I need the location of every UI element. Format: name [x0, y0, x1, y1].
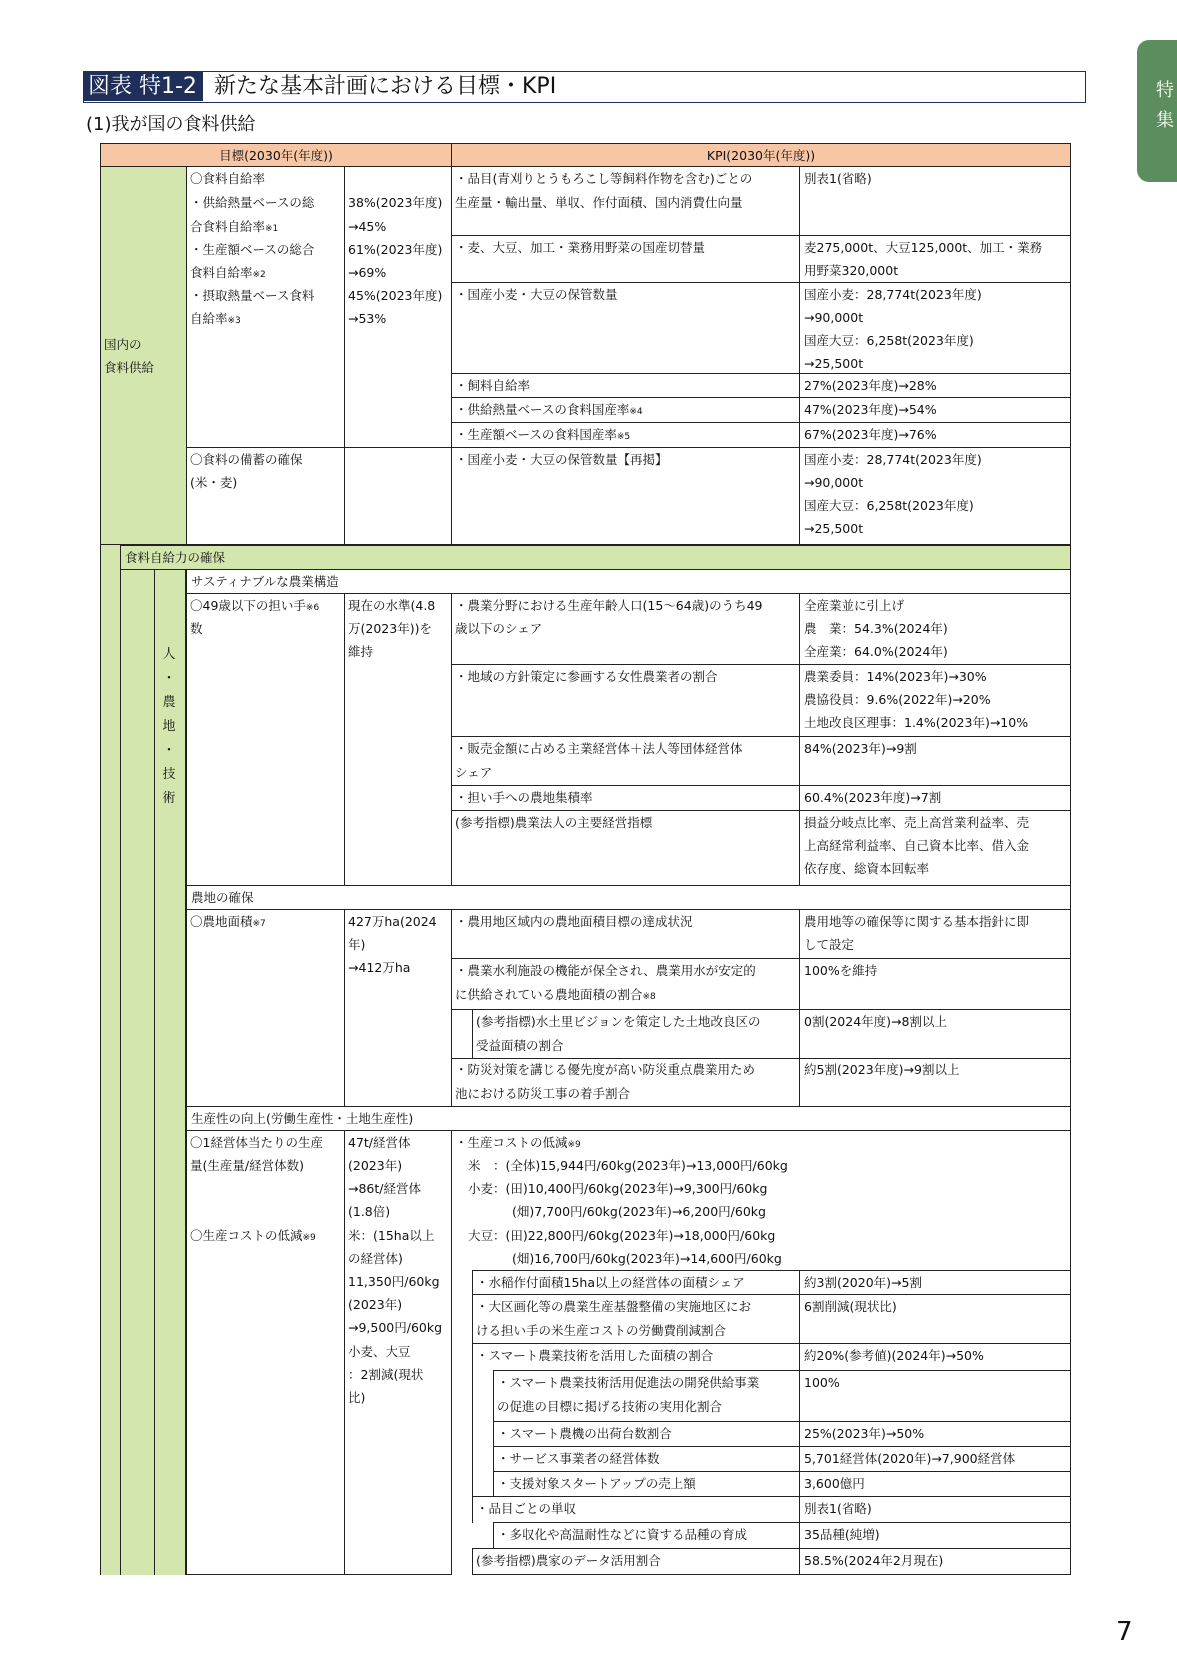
value-e-10: 小麦、大豆	[348, 1344, 411, 1359]
vertical-label-2: ・	[162, 671, 176, 686]
kpi-c1b: 歳以下のシェア	[455, 621, 543, 636]
kpi-value-c5a: 損益分岐点比率、売上高営業利益率、売	[804, 815, 1030, 830]
goal-d-1: 〇農地面積※7	[190, 914, 266, 929]
goal-e-3: 〇生産コストの低減※9	[190, 1228, 316, 1243]
value-e-3: →86t/経営体	[348, 1181, 421, 1196]
value-a-2: →45%	[348, 219, 387, 234]
kpi-e4b: の促進の目標に掲げる技術の実用化割合	[497, 1399, 723, 1414]
goal-a-2: ・供給熱量ベースの総	[190, 195, 315, 210]
vertical-label-3: 農	[162, 695, 176, 710]
kpi-value-c1c: 全産業：64.0%(2024年)	[804, 644, 948, 659]
value-e-2: (2023年)	[348, 1158, 403, 1173]
goal-a-1: 〇食料自給率	[190, 171, 266, 186]
kpi-value-e9: 35品種(純増)	[804, 1527, 880, 1542]
value-e-9: →9,500円/60kg	[348, 1320, 443, 1335]
kpi-value-e1: 約3割(2020年)→5割	[804, 1275, 922, 1290]
vertical-label-4: 地	[162, 719, 176, 734]
side-tab-char-2: 集	[1156, 110, 1174, 131]
kpi-5: ・供給熱量ベースの食料国産率※4	[455, 402, 643, 417]
kpi-value-3b: →90,000t	[804, 310, 864, 325]
kpi-value-c1a: 全産業並に引上げ	[804, 598, 905, 613]
domestic-label-1: 国内の	[104, 337, 142, 352]
kpi-value-c2a: 農業委員：14%(2023年)→30%	[804, 669, 987, 684]
kpi-e0d: 大豆：(田)22,800円/60kg(2023年)→18,000円/60kg	[468, 1228, 776, 1243]
value-d-3: →412万ha	[348, 960, 411, 975]
subsection-productivity: 生産性の向上(労働生産性・土地生産性)	[186, 1106, 1071, 1131]
kpi-value-d1b: して設定	[804, 937, 855, 952]
kpi-c5: (参考指標)農業法人の主要経営指標	[455, 815, 653, 830]
kpi-value-3c: 国産大豆：6,258t(2023年度)	[804, 333, 974, 348]
goal-c-2: 数	[190, 621, 203, 636]
value-a-6: →53%	[348, 311, 387, 326]
kpi-value-c4: 60.4%(2023年度)→7割	[804, 790, 942, 805]
vertical-label-7: 術	[162, 791, 176, 806]
goal-b-1: 〇食料の備蓄の確保	[190, 452, 303, 467]
goal-e-2: 量(生産量/経営体数)	[190, 1158, 304, 1173]
kpi-value-c5c: 依存度、総資本回転率	[804, 861, 930, 876]
value-e-6: の経営体)	[348, 1251, 403, 1266]
vertical-label-6: 技	[162, 767, 176, 782]
kpi-value-7b: →90,000t	[804, 475, 864, 490]
kpi-d3b: 受益面積の割合	[476, 1038, 564, 1053]
kpi-d3a: (参考指標)水土里ビジョンを策定した土地改良区の	[476, 1014, 761, 1029]
value-a-4: →69%	[348, 265, 387, 280]
kpi-e3: ・スマート農業技術を活用した面積の割合	[476, 1348, 714, 1363]
kpi-value-4: 27%(2023年度)→28%	[804, 378, 937, 393]
goal-b-2: (米・麦)	[190, 475, 238, 490]
kpi-e2b: ける担い手の米生産コストの労働費削減割合	[476, 1323, 727, 1338]
kpi-e1: ・水稲作付面積15ha以上の経営体の面積シェア	[476, 1275, 745, 1290]
value-c-2: 万(2023年))を	[348, 621, 432, 636]
kpi-d2a: ・農業水利施設の機能が保全され、農業用水が安定的	[455, 963, 756, 978]
kpi-c1a: ・農業分野における生産年齢人口(15～64歳)のうち49	[455, 598, 763, 613]
page-number: 7	[1116, 1617, 1133, 1647]
inner-border	[120, 545, 121, 1575]
kpi-value-5: 47%(2023年度)→54%	[804, 402, 937, 417]
self-sufficiency-header: 食料自給力の確保	[120, 545, 1071, 570]
kpi-value-3a: 国産小麦：28,774t(2023年度)	[804, 287, 982, 302]
kpi-value-e2: 6割削減(現状比)	[804, 1299, 897, 1314]
goal-e-1: 〇1経営体当たりの生産	[190, 1135, 323, 1150]
value-e-5: 米：(15ha以上	[348, 1228, 435, 1243]
goal-a-4: ・生産額ベースの総合	[190, 242, 315, 257]
value-c-3: 維持	[348, 644, 374, 659]
outer-green-strip	[100, 545, 121, 1575]
kpi-value-e3: 約20%(参考値)(2024年)→50%	[804, 1348, 984, 1363]
value-c-1: 現在の水準(4.8	[348, 598, 436, 613]
kpi-c3a: ・販売金額に占める主業経営体＋法人等団体経営体	[455, 741, 743, 756]
kpi-d4a: ・防災対策を講じる優先度が高い防災重点農業用ため	[455, 1062, 756, 1077]
value-d-1: 427万ha(2024	[348, 914, 437, 929]
value-e-1: 47t/経営体	[348, 1135, 411, 1150]
col-header-goal: 目標(2030年(年度))	[100, 143, 452, 167]
kpi-value-c2c: 土地改良区理事：1.4%(2023年)→10%	[804, 715, 1029, 730]
kpi-d1: ・農用地区域内の農地面積目標の達成状況	[455, 914, 693, 929]
kpi-value-d3: 0割(2024年度)→8割以上	[804, 1014, 947, 1029]
goal-a-6: ・摂取熱量ベース食料	[190, 288, 315, 303]
kpi-value-c1b: 農 業：54.3%(2024年)	[804, 621, 948, 636]
subsection-sustainable: サスティナブルな農業構造	[186, 569, 1071, 594]
left-border	[100, 166, 101, 1575]
kpi-e5: ・スマート農機の出荷台数割合	[497, 1426, 672, 1441]
value-a-3: 61%(2023年度)	[348, 242, 443, 257]
kpi-value-d2: 100%を維持	[804, 963, 878, 978]
kpi-6: ・生産額ベースの食料国産率※5	[455, 427, 631, 442]
value-cell-b	[344, 447, 452, 545]
goal-c-1: 〇49歳以下の担い手※6	[190, 598, 320, 613]
value-e-12: 比)	[348, 1390, 366, 1405]
kpi-e0e: (畑)16,700円/60kg(2023年)→14,600円/60kg	[512, 1251, 782, 1266]
kpi-c3b: シェア	[455, 765, 493, 780]
kpi-e6: ・サービス事業者の経営体数	[497, 1451, 660, 1466]
kpi-c2: ・地域の方針策定に参画する女性農業者の割合	[455, 669, 718, 684]
kpi-e4a: ・スマート農業技術活用促進法の開発供給事業	[497, 1375, 760, 1390]
goal-cell-c	[186, 593, 345, 886]
kpi-2: ・麦、大豆、加工・業務用野菜の国産切替量	[455, 240, 706, 255]
goal-a-5: 食料自給率※2	[190, 265, 266, 280]
kpi-value-d4: 約5割(2023年度)→9割以上	[804, 1062, 960, 1077]
section-subtitle: (1)我が国の食料供給	[86, 114, 256, 135]
vertical-label-5: ・	[162, 743, 176, 758]
kpi-e7: ・支援対象スタートアップの売上額	[497, 1476, 696, 1491]
kpi-d2b: に供給されている農地面積の割合※8	[455, 987, 656, 1002]
kpi-value-1: 別表1(省略)	[804, 171, 872, 186]
domestic-label-2: 食料供給	[104, 360, 155, 375]
kpi-value-c3: 84%(2023年)→9割	[804, 741, 917, 756]
cost-block-left-border	[451, 1271, 452, 1575]
kpi-value-e7: 3,600億円	[804, 1476, 865, 1491]
value-a-1: 38%(2023年度)	[348, 195, 443, 210]
goal-cell-e	[186, 1130, 345, 1575]
kpi-value-e5: 25%(2023年)→50%	[804, 1426, 925, 1441]
inner-green-strip	[121, 570, 154, 1575]
goal-a-7: 自給率※3	[190, 311, 241, 326]
kpi-value-6: 67%(2023年度)→76%	[804, 427, 937, 442]
kpi-e0: ・生産コストの低減※9	[455, 1135, 581, 1150]
kpi-4: ・飼料自給率	[455, 378, 531, 393]
kpi-value-c5b: 上高経常利益率、自己資本比率、借入金	[804, 838, 1030, 853]
goal-a-3: 合食料自給率※1	[190, 219, 279, 234]
kpi-value-c2b: 農協役員：9.6%(2022年)→20%	[804, 692, 991, 707]
goal-cell-d	[186, 909, 345, 1107]
kpi-e9: ・多収化や高温耐性などに資する品種の育成	[497, 1527, 748, 1542]
kpi-value-e8: 別表1(省略)	[804, 1501, 872, 1516]
smart-block-left-border	[472, 1370, 473, 1500]
subsection-farmland: 農地の確保	[186, 885, 1071, 910]
kpi-value-7c: 国産大豆：6,258t(2023年度)	[804, 498, 974, 513]
side-tab-char-1: 特	[1156, 80, 1174, 101]
kpi-e8: ・品目ごとの単収	[476, 1501, 577, 1516]
value-d-2: 年)	[348, 937, 366, 952]
kpi-e0b: 小麦：(田)10,400円/60kg(2023年)→9,300円/60kg	[468, 1181, 768, 1196]
figure-tag: 図表 特1-2	[84, 72, 203, 101]
kpi-c4: ・担い手への農地集積率	[455, 790, 593, 805]
kpi-value-e4: 100%	[804, 1375, 840, 1390]
kpi-value-e6: 5,701経営体(2020年)→7,900経営体	[804, 1451, 1016, 1466]
kpi-e2a: ・大区画化等の農業生産基盤整備の実施地区にお	[476, 1299, 752, 1314]
kpi-1b: 生産量・輸出量、単収、作付面積、国内消費仕向量	[455, 195, 743, 210]
value-e-7: 11,350円/60kg	[348, 1274, 440, 1289]
kpi-e10: (参考指標)農家のデータ活用割合	[476, 1553, 661, 1568]
kpi-value-7d: →25,500t	[804, 521, 864, 536]
value-e-4: (1.8倍)	[348, 1204, 391, 1219]
page-title: 新たな基本計画における目標・KPI	[214, 74, 557, 99]
kpi-value-2a: 麦275,000t、大豆125,000t、加工・業務	[804, 240, 1043, 255]
col-header-kpi: KPI(2030年(年度))	[451, 143, 1071, 167]
kpi-d4b: 池における防災工事の着手割合	[455, 1086, 631, 1101]
kpi-value-2b: 用野菜320,000t	[804, 263, 899, 278]
kpi-7: ・国産小麦・大豆の保管数量【再掲】	[455, 452, 668, 467]
kpi-e0c: (畑)7,700円/60kg(2023年)→6,200円/60kg	[512, 1204, 766, 1219]
kpi-value-3d: →25,500t	[804, 356, 864, 371]
kpi-value-e10: 58.5%(2024年2月現在)	[804, 1553, 944, 1568]
value-e-11: ：2割減(現状	[348, 1367, 424, 1382]
kpi-e0a: 米 ：(全体)15,944円/60kg(2023年)→13,000円/60kg	[468, 1158, 788, 1173]
value-a-5: 45%(2023年度)	[348, 288, 443, 303]
kpi-value-7a: 国産小麦：28,774t(2023年度)	[804, 452, 982, 467]
kpi-3: ・国産小麦・大豆の保管数量	[455, 287, 618, 302]
vertical-label-1: 人	[162, 647, 176, 662]
kpi-1a: ・品目(青刈りとうもろこし等飼料作物を含む)ごとの	[455, 171, 753, 186]
kpi-value-d1a: 農用地等の確保等に関する基本指針に即	[804, 914, 1030, 929]
value-e-8: (2023年)	[348, 1297, 403, 1312]
